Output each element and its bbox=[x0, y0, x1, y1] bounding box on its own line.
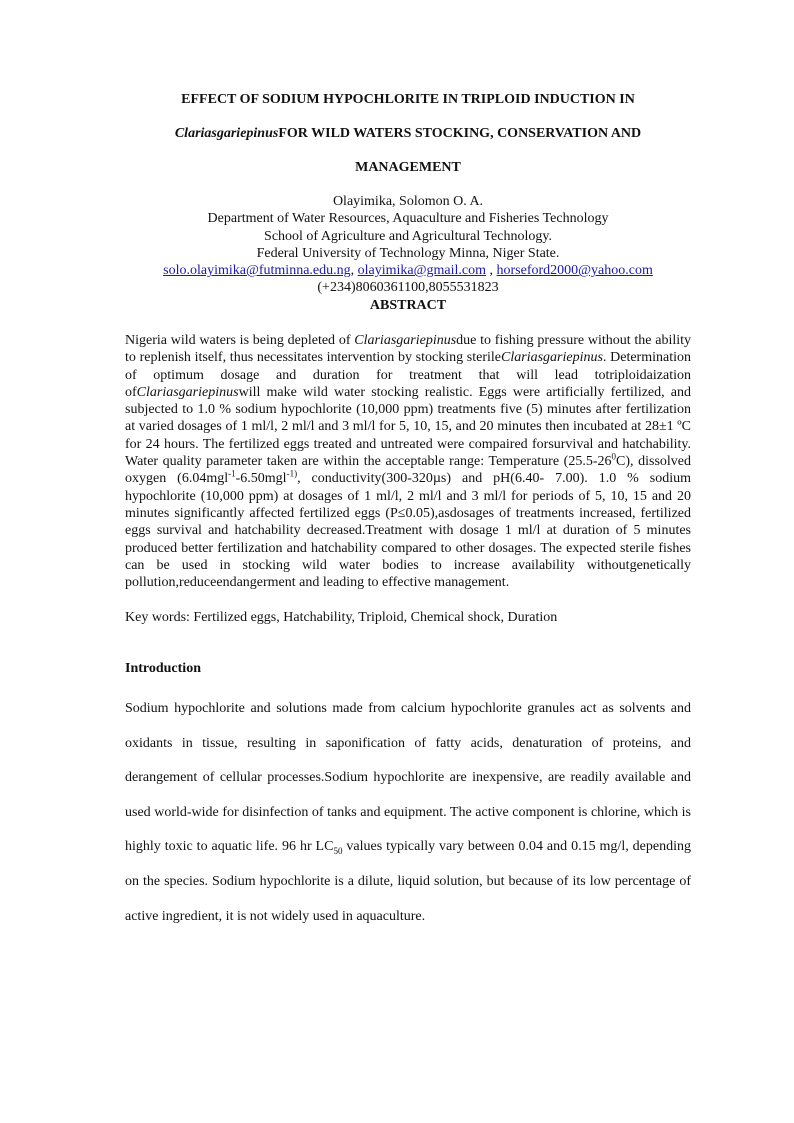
species-name: Clariasgariepinus bbox=[174, 126, 279, 141]
abstract-heading: ABSTRACT bbox=[369, 298, 447, 313]
paper-title-line-1: EFFECT OF SODIUM HYPOCHLORITE IN TRIPLOID INDUCTION IN bbox=[181, 92, 635, 107]
paper-title-line-3: MANAGEMENT bbox=[355, 160, 461, 175]
introduction-text: Sodium hypochlorite and solutions made from calcium hypochlorite granules act as solvents and oxidants in tissue, resulting in saponification of fatty acids, denaturation of proteins, and derangement of cellular processes.Sodium hypochlorite are inexpensive, are readily available and used world-wide for disinfection of tanks and equipment. The active component is chlorine, which is highly toxic to aquatic life. 96 hr $LC_{50}$ values typically vary between 0.04 and 0.15 mg/l, depending on the species. Sodium hypochlorite is a dilute, liquid solution, but because of its low percentage of active ingredient, it is not widely used in aquaculture. bbox=[125, 701, 691, 924]
paper-title-line-2 bbox=[125, 126, 691, 142]
author-department: Department of Water Resources, Aquaculture and Fisheries Technology bbox=[207, 211, 609, 227]
author-block bbox=[125, 193, 691, 297]
title-line-2-text: FOR WILD WATERS STOCKING, CONSERVATION AND bbox=[278, 126, 642, 141]
author-emails: solo.olayimika@futminna.edu.ng, olayimika@gmail.com , horseford2000@yahoo.com bbox=[163, 263, 653, 279]
author-university: Federal University of Technology Minna, Niger State. bbox=[256, 245, 560, 261]
author-phone: (+234)8060361100,8055531823 bbox=[317, 280, 499, 296]
email-link-3[interactable]: horseford2000@yahoo.com bbox=[496, 263, 653, 279]
author-name: Olayimika, Solomon O. A. bbox=[332, 194, 484, 209]
author-school: School of Agriculture and Agricultural Technology. bbox=[264, 228, 552, 244]
email-link-1[interactable]: solo.olayimika@futminna.edu.ng bbox=[163, 263, 351, 279]
keywords-line: Key words: Fertilized eggs, Hatchability, Triploid, Chemical shock, Duration bbox=[125, 610, 558, 625]
abstract-text: Nigeria wild waters is being depleted of Clariasgariepinusdue to fishing pressure without the ability to replenish itself, thus necessitates intervention by stocking sterileClariasgariepinus. Determination of optimum dosage and duration for treatment that will lead totriploidaization ofClariasgariepinuswill make wild water stocking realistic. Eggs were artificially fertilized, and subjected to 1.0 % sodium hypochlorite (10,000 ppm) treatments five (5) minutes after fertilization at varied dosages of 1 ml/l, 2 ml/l and 3 ml/l for 5, 10, 15, and 20 minutes then incubated at 28±1 ºC for 24 hours. The fertilized eggs treated and untreated were compaired forsurvival and hatchability. Water quality parameter taken are within the acceptable range: Temperature $(25.5-26^0C)$, dissolved oxygen (6.04mgl$^{-1}$-6.50mgl$^{-1)}$, conductivity(300-320µs) and pH(6.40- 7.00). 1.0 % sodium hypochlorite (10,000 ppm) at dosages of 1 ml/l, 2 ml/l and 3 ml/l for periods of 5, 10, 15 and 20 minutes significantly affected fertilized eggs (P≤0.05),asdosages of treatments increased, fertilized eggs survival and hatchability decreased.Treatment with dosage 1 ml/l at duration of 5 minutes produced better fertilization and hatchability compared to other dosages. The expected sterile fishes can be used in stocking wild water bodies to increase availability withoutgenetically pollution,reduceendangerment and leading to effective management. bbox=[125, 333, 692, 591]
introduction-heading: Introduction bbox=[125, 661, 201, 676]
email-link-2[interactable]: olayimika@gmail.com bbox=[357, 263, 486, 279]
